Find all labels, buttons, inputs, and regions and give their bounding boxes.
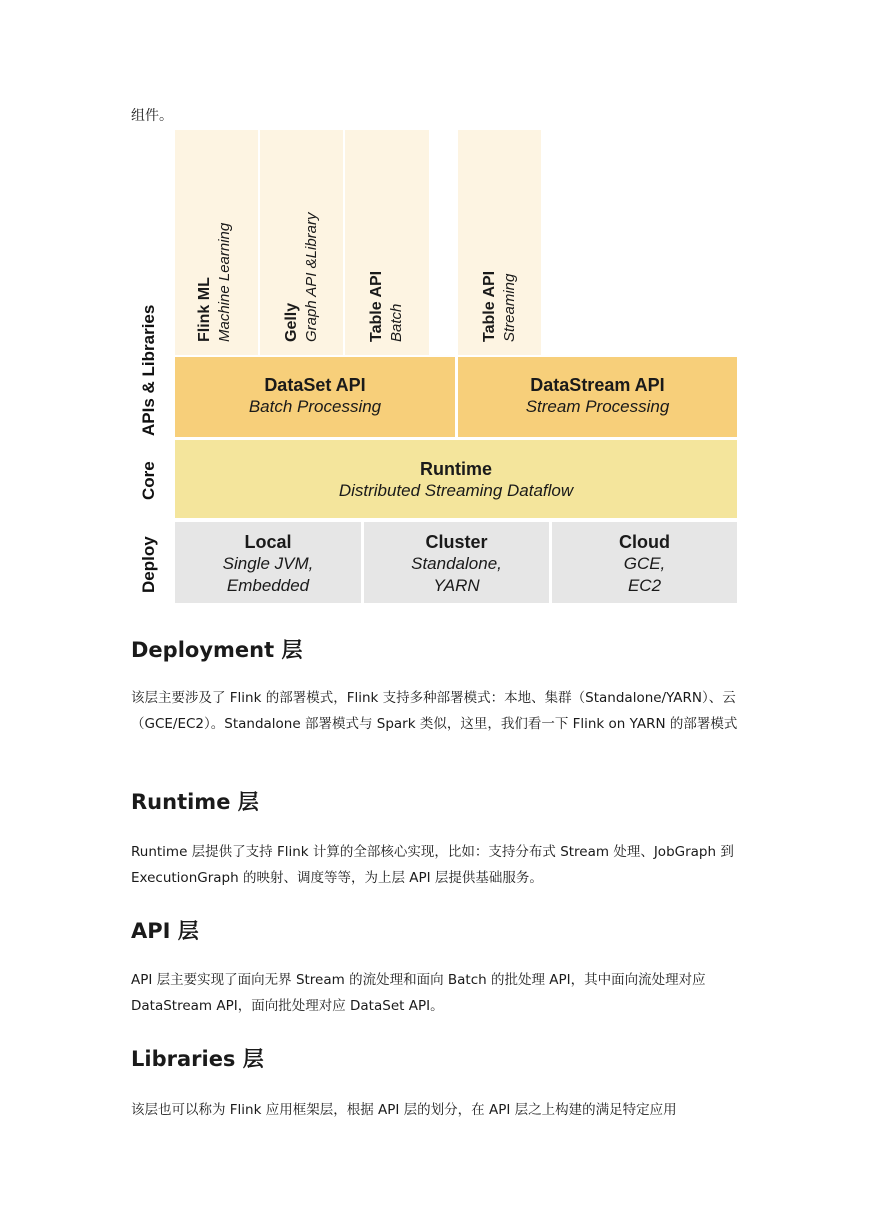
deploy-line1: GCE, <box>623 554 666 573</box>
deploy-title: Cloud <box>619 532 670 552</box>
library-gelly <box>260 130 343 355</box>
deploy-line2: Embedded <box>226 576 310 595</box>
deploy-line1: Single JVM, <box>222 554 314 573</box>
library-table-api-batch <box>345 130 429 355</box>
api-title: DataSet API <box>264 375 366 395</box>
library-title: Table API <box>368 270 385 342</box>
deploy-local <box>175 522 361 603</box>
library-subtitle: Graph API &Library <box>303 212 320 342</box>
core-runtime <box>175 440 737 518</box>
library-title: Flink ML <box>196 277 213 342</box>
api-dataset <box>175 357 455 437</box>
api-subtitle: Batch Processing <box>248 397 382 416</box>
deploy-title: Cluster <box>425 532 488 552</box>
section-heading-api: API 层 <box>131 919 199 943</box>
side-label-deploy: Deploy <box>139 536 158 593</box>
section-heading-libraries: Libraries 层 <box>131 1047 264 1071</box>
section-body-libraries: 该层也可以称为 Flink 应用框架层，根据 API 层的划分，在 API 层之上构建的满足特定应用 <box>131 1102 677 1118</box>
core-title: Runtime <box>420 459 492 479</box>
api-datastream <box>458 357 737 437</box>
side-label-apis-libraries: APIs & Libraries <box>139 304 158 436</box>
core-subtitle: Distributed Streaming Dataflow <box>338 481 574 500</box>
intro-text: 组件。 <box>131 108 173 124</box>
api-subtitle: Stream Processing <box>525 397 670 416</box>
library-subtitle: Machine Learning <box>216 222 233 342</box>
section-heading-runtime: Runtime 层 <box>131 790 259 814</box>
side-label-core: Core <box>139 461 158 500</box>
deploy-cloud <box>552 522 737 603</box>
library-title: Table API <box>481 270 498 342</box>
section-body-api: API 层主要实现了面向无界 Stream 的流处理和面向 Batch 的批处理 API，其中面向流处理对应 DataStream API，面向批处理对应 DataSet API。 <box>131 972 706 1014</box>
library-subtitle: Batch <box>388 303 405 342</box>
library-subtitle: Streaming <box>501 273 518 342</box>
deploy-line2: EC2 <box>627 576 662 595</box>
section-body-runtime: Runtime 层提供了支持 Flink 计算的全部核心实现，比如：支持分布式 Stream 处理、JobGraph 到 ExecutionGraph 的映射、调度等等，为上层 API 层提供基础服务。 <box>131 844 734 886</box>
api-title: DataStream API <box>530 375 665 395</box>
library-flink-ml <box>175 130 258 355</box>
section-heading-deployment: Deployment 层 <box>131 638 303 662</box>
deploy-line2: YARN <box>433 576 480 595</box>
deploy-line1: Standalone, <box>411 554 502 573</box>
deploy-cluster <box>364 522 549 603</box>
library-table-api-streaming <box>458 130 541 355</box>
library-title: Gelly <box>283 302 300 342</box>
section-body-deployment: 该层主要涉及了 Flink 的部署模式，Flink 支持多种部署模式：本地、集群（Standalone/YARN）、云（GCE/EC2）。Standalone 部署模式与 Spark 类似，这里，我们看一下 Flink on YARN 的部署模式 <box>131 690 738 732</box>
deploy-title: Local <box>244 532 292 552</box>
